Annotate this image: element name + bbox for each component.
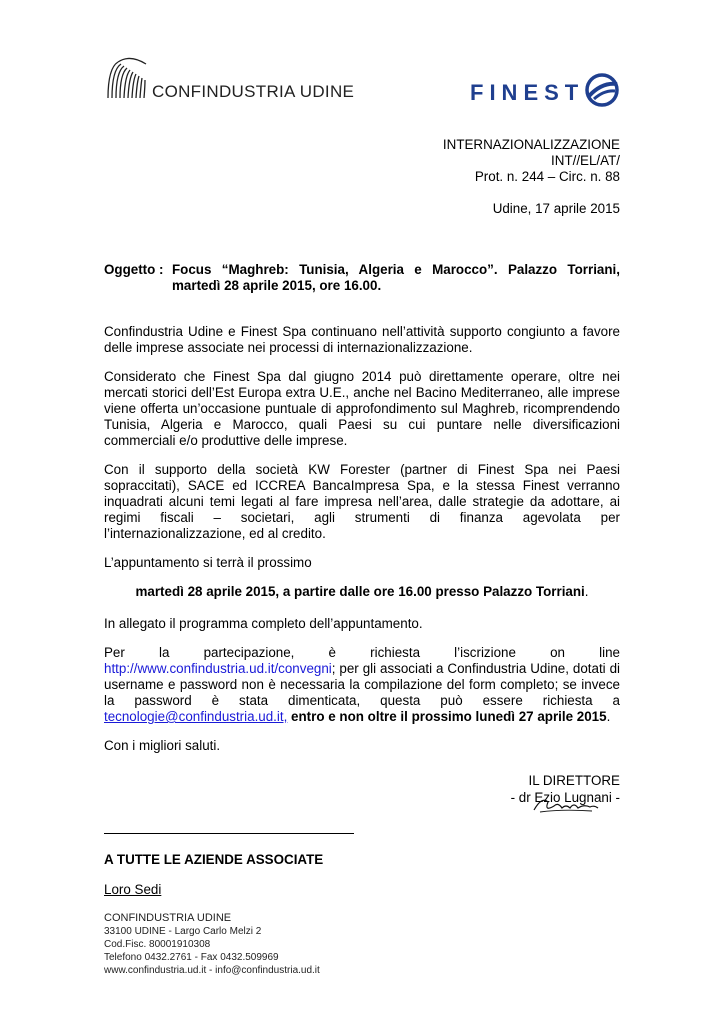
paragraph: Considerato che Finest Spa dal giugno 2014 può direttamente operare, oltre nei mercati storici dell’Est Europa extra U.E., anche nel Bacino Mediterraneo, alle imprese viene offerta un’occasione puntuale di approfondimento sul Maghreb, ricomprendendo Tunisia, Algeria e Marocco, quali Paesi su cui puntare nelle diversificazioni commerciali e/o produttive delle imprese. (104, 369, 620, 448)
closing: Con i migliori saluti. (104, 738, 221, 753)
deadline-bold: entro e non oltre il prossimo lunedì 27 aprile 2015 (287, 709, 607, 724)
footer-web: www.confindustria.ud.it - info@confindustria.ud.it (104, 965, 320, 976)
reference-block (443, 137, 620, 185)
event-date-paragraph (104, 584, 620, 600)
registration-first-line-text: Per la partecipazione, è richiesta l’iscrizione on line (104, 645, 620, 660)
finest-emblem-icon (584, 72, 620, 108)
subject-label: Oggetto : (104, 262, 164, 277)
recipient: A TUTTE LE AZIENDE ASSOCIATE (104, 852, 324, 867)
finest-logo-text: FINEST (470, 80, 585, 105)
signature-title: IL DIRETTORE (528, 773, 620, 788)
deadline-end: . (606, 709, 611, 724)
letter-date: Udine, 17 aprile 2015 (492, 201, 620, 216)
convegni-link[interactable]: http://www.confindustria.ud.it/convegni (104, 661, 332, 676)
reference-line: Prot. n. 244 – Circ. n. 88 (474, 169, 620, 184)
event-date-bold: martedì 28 aprile 2015, a partire dalle ore 16.00 presso Palazzo Torriani (135, 584, 585, 599)
reference-line: INTERNAZIONALIZZAZIONE (442, 137, 620, 152)
handwritten-signature-icon (532, 792, 602, 814)
footer-codfisc: Cod.Fisc. 80001910308 (104, 939, 211, 950)
paragraph: L’appuntamento si terrà il prossimo (104, 555, 312, 570)
letter-body (104, 324, 620, 767)
email-link[interactable]: tecnologie@confindustria.ud.it, (104, 709, 288, 724)
footer (104, 912, 320, 977)
registration-first-line (104, 645, 620, 661)
reference-line: INT//EL/AT/ (551, 153, 620, 168)
footer-org-name: CONFINDUSTRIA UDINE (104, 912, 232, 924)
paragraph: Confindustria Udine e Finest Spa continuano nell’attività supporto congiunto a favore delle imprese associate nei processi di internazionalizzazione. (104, 324, 620, 355)
separator-line (104, 833, 354, 834)
recipient-location: Loro Sedi (104, 882, 162, 897)
registration-paragraph (104, 661, 620, 725)
paragraph: Con il supporto della società KW Forester (partner di Finest Spa nei Paesi sopraccitati), SACE ed ICCREA BancaImpresa Spa, e la stessa Finest verranno inquadrati alcuni temi legati al fare impresa nell’area, dalle strategie da adottare, ai regimi fiscali – societari, agli strumenti di finanza agevolata per l’internazionalizzazione, ed al credito. (104, 462, 620, 541)
signature-name: - dr Ezio Lugnani - (510, 790, 620, 805)
footer-address: 33100 UDINE - Largo Carlo Melzi 2 (104, 926, 262, 937)
confindustria-emblem-icon (104, 54, 152, 104)
paragraph: In allegato il programma completo dell’appuntamento. (104, 616, 423, 631)
finest-logo (470, 70, 630, 110)
confindustria-logo (104, 54, 355, 104)
registration-text: ; per gli associati a Confindustria Udine, dotati di username e password non è necessaria la compilazione del form completo; se invece la password è stata dimenticata, questa può essere richiesta a (104, 661, 620, 708)
event-date-end: . (584, 584, 589, 599)
footer-phone: Telefono 0432.2761 - Fax 0432.509969 (104, 952, 279, 963)
subject-text: Focus “Maghreb: Tunisia, Algeria e Marocco”. Palazzo Torriani, martedì 28 aprile 2015, ore 16.00. (172, 262, 620, 293)
confindustria-logo-text: CONFINDUSTRIA UDINE (152, 82, 355, 101)
subject (104, 262, 620, 294)
signature-block (511, 772, 620, 806)
